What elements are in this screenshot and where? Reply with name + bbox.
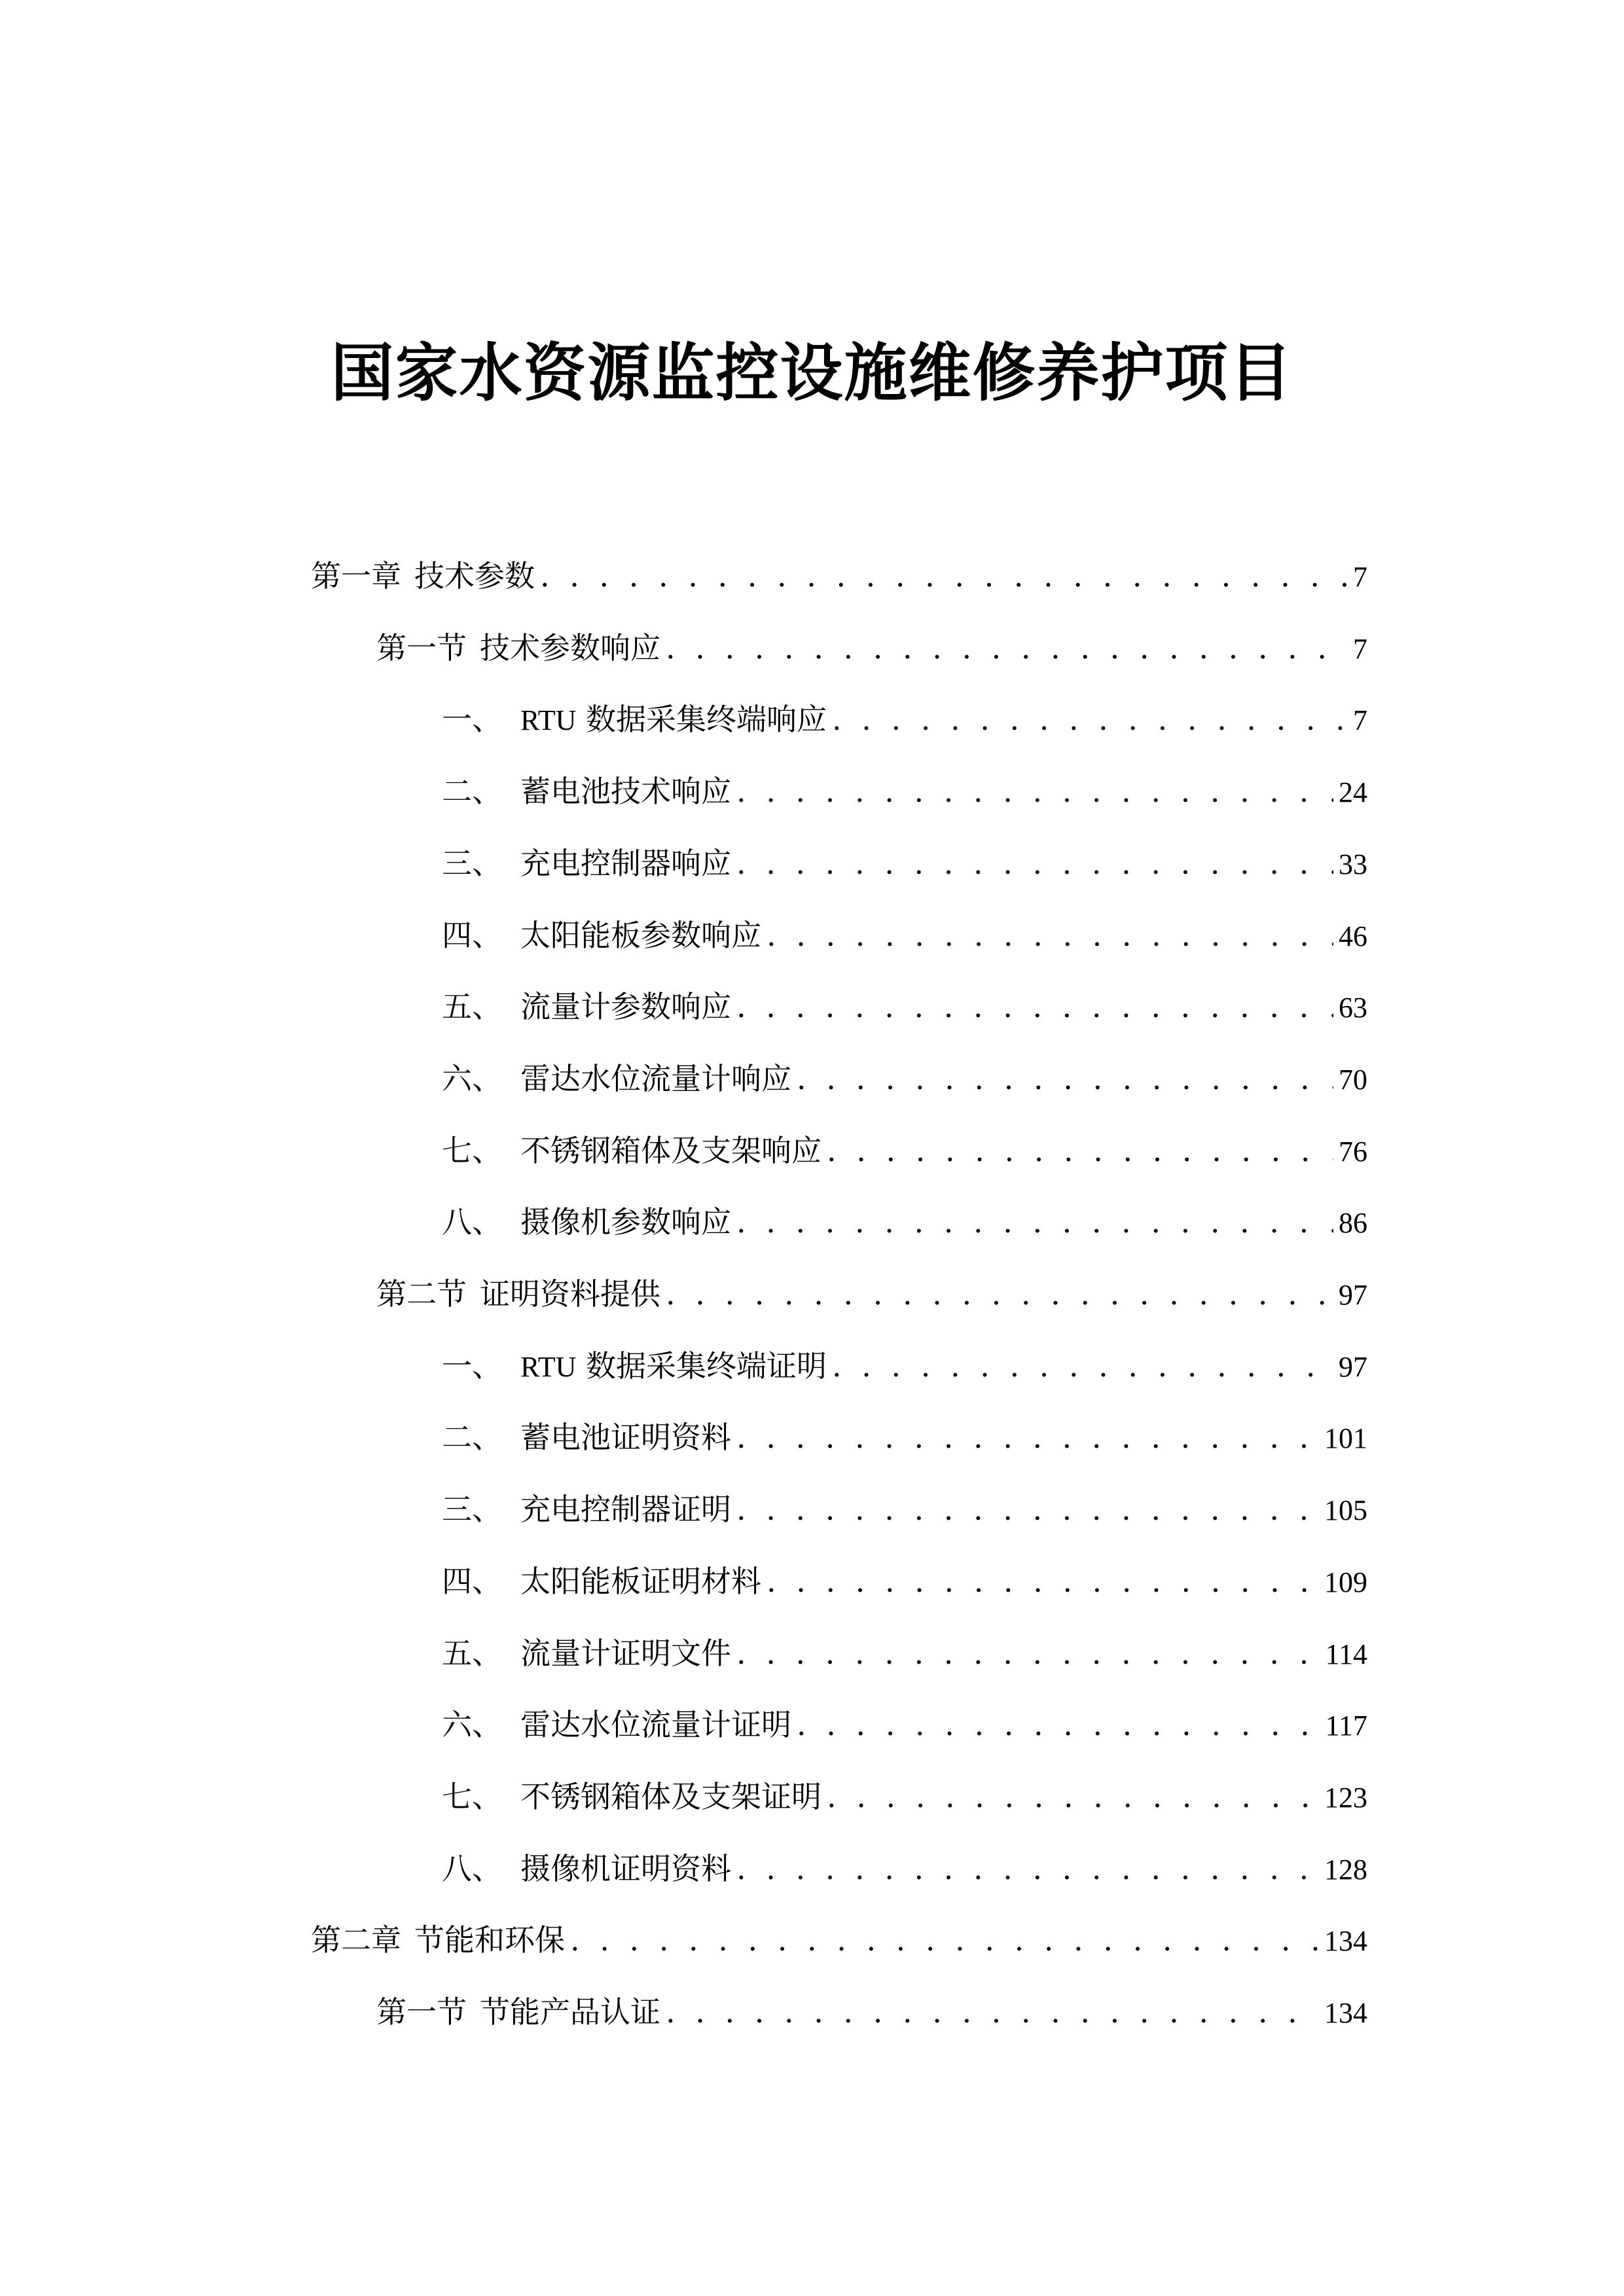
toc-leader-dots (767, 909, 1333, 961)
toc-entry-label (442, 909, 761, 961)
toc-entry-page-number: 70 (1339, 1064, 1367, 1096)
toc-entry-label (376, 622, 660, 674)
toc-entry-title: 太阳能板参数响应 (520, 918, 761, 953)
document-title: 国家水资源监控设施维修养护项目 (331, 336, 1293, 410)
toc-leader-dots (797, 1052, 1333, 1105)
toc-entry-label (442, 1196, 731, 1248)
toc-entry-page-number: 7 (1353, 561, 1367, 593)
toc-leader-dots (827, 1124, 1333, 1177)
toc-entry-label (442, 765, 731, 817)
toc-entry-page-number: 46 (1339, 920, 1367, 952)
toc-entry-page-number: 7 (1353, 633, 1367, 665)
toc-entry-page-number: 24 (1339, 776, 1367, 808)
toc-entry-number: 第一节 (376, 630, 467, 666)
toc-entry-page-number: 101 (1324, 1422, 1367, 1454)
toc-leader-dots (736, 1627, 1320, 1679)
toc-leader-dots (570, 1914, 1319, 1966)
toc-entry[interactable] (0, 909, 1624, 961)
toc-entry-page-number: 97 (1339, 1279, 1367, 1311)
toc-entry-number: 七、 (442, 1779, 502, 1814)
toc-entry-label (442, 693, 827, 747)
toc-entry[interactable] (0, 1268, 1624, 1320)
toc-entry-number: 六、 (442, 1061, 502, 1096)
toc-entry-number: 第二章 (311, 1922, 401, 1958)
toc-entry-title: 技术参数 (414, 558, 535, 594)
toc-entry[interactable] (0, 1627, 1624, 1679)
toc-entry-title: 蓄电池证明资料 (520, 1420, 731, 1455)
toc-entry-page-number: 134 (1324, 1925, 1367, 1957)
toc-entry[interactable] (0, 1555, 1624, 1607)
toc-entry[interactable] (0, 1052, 1624, 1105)
toc-entry-title: 数据采集终端响应 (585, 702, 827, 737)
toc-entry-number: 第二节 (376, 1276, 467, 1312)
toc-entry[interactable] (0, 622, 1624, 674)
toc-entry-page-number: 76 (1339, 1136, 1367, 1168)
toc-entry-label (442, 1555, 761, 1607)
toc-entry-page-number: 86 (1339, 1207, 1367, 1239)
toc-entry[interactable] (0, 1770, 1624, 1823)
toc-entry-number: 四、 (442, 918, 502, 953)
toc-entry[interactable] (0, 837, 1624, 889)
toc-entry[interactable] (0, 1340, 1624, 1392)
toc-entry-page-number: 114 (1325, 1638, 1367, 1670)
toc-entry[interactable] (0, 765, 1624, 817)
toc-entry-title: 雷达水位流量计响应 (520, 1061, 791, 1096)
toc-entry-label (376, 1268, 660, 1320)
toc-entry-title: 雷达水位流量计证明 (520, 1707, 791, 1742)
toc-entry-title: 流量计证明文件 (520, 1636, 731, 1671)
toc-entry-title: 数据采集终端证明 (585, 1348, 827, 1384)
toc-entry-page-number: 128 (1324, 1854, 1367, 1886)
toc-entry-title: 技术参数响应 (480, 630, 660, 666)
toc-entry-number: 一、 (442, 702, 502, 737)
toc-entry-number: 第一节 (376, 1994, 467, 2030)
toc-entry-page-number: 105 (1324, 1494, 1367, 1526)
toc-entry-title: 流量计参数响应 (520, 989, 731, 1024)
toc-entry[interactable] (0, 693, 1624, 745)
toc-entry-number: 第一章 (311, 558, 401, 594)
toc-entry-number: 七、 (442, 1133, 502, 1168)
toc-leader-dots (736, 1842, 1319, 1895)
toc-entry-label (442, 980, 731, 1033)
toc-entry-number: 二、 (442, 774, 502, 809)
toc-entry-title: 不锈钢箱体及支架响应 (520, 1133, 821, 1168)
toc-entry-label (442, 1483, 731, 1535)
toc-leader-dots (666, 1986, 1319, 2038)
toc-entry[interactable] (0, 1842, 1624, 1895)
toc-entry[interactable] (0, 550, 1624, 602)
toc-leader-dots (797, 1698, 1320, 1751)
toc-entry-title: 摄像机参数响应 (520, 1204, 731, 1240)
toc-entry[interactable] (0, 1124, 1624, 1177)
toc-leader-dots (736, 837, 1333, 889)
toc-entry-title: 蓄电池技术响应 (520, 774, 731, 809)
toc-entry-label (311, 550, 535, 602)
toc-entry[interactable] (0, 1483, 1624, 1535)
toc-entry-page-number: 134 (1324, 1997, 1367, 2029)
toc-entry-title: 充电控制器证明 (520, 1492, 731, 1527)
toc-entry[interactable] (0, 1196, 1624, 1248)
toc-entry-number: 五、 (442, 1636, 502, 1671)
toc-entry-title: 摄像机证明资料 (520, 1851, 731, 1886)
toc-entry-label (376, 1986, 660, 2038)
toc-entry-number: 三、 (442, 846, 502, 881)
toc-entry-page-number: 7 (1353, 704, 1367, 736)
toc-entry-page-number: 117 (1325, 1710, 1367, 1742)
toc-entry-title: 证明资料提供 (480, 1276, 660, 1312)
toc-entry-number: 八、 (442, 1851, 502, 1886)
toc-leader-dots (832, 1340, 1333, 1392)
toc-entry-number: 四、 (442, 1564, 502, 1599)
toc-entry-label (311, 1914, 565, 1966)
toc-leader-dots (666, 1268, 1333, 1320)
toc-leader-dots (767, 1555, 1319, 1607)
toc-entry-label (442, 1052, 791, 1105)
toc-entry-title: 太阳能板证明材料 (520, 1564, 761, 1599)
toc-entry-number: 二、 (442, 1420, 502, 1455)
toc-entry-label (442, 1698, 791, 1751)
toc-entry-number: 五、 (442, 989, 502, 1024)
toc-entry-page-number: 123 (1324, 1782, 1367, 1814)
toc-entry-label (442, 1411, 731, 1463)
toc-entry-prefix: RTU (520, 704, 577, 736)
toc-leader-dots (736, 980, 1333, 1033)
toc-entry-page-number: 33 (1339, 848, 1367, 880)
toc-leader-dots (832, 693, 1348, 745)
table-of-contents (0, 550, 1624, 2121)
toc-entry-label (442, 837, 731, 889)
toc-leader-dots (736, 1196, 1333, 1248)
toc-entry-number: 八、 (442, 1204, 502, 1240)
toc-leader-dots (540, 550, 1348, 602)
toc-leader-dots (666, 622, 1348, 674)
toc-entry[interactable] (0, 1986, 1624, 2038)
toc-entry-label (442, 1627, 731, 1679)
toc-leader-dots (827, 1770, 1319, 1823)
toc-entry-label (442, 1770, 821, 1823)
toc-entry-prefix: RTU (520, 1351, 577, 1383)
toc-entry-title: 充电控制器响应 (520, 846, 731, 881)
toc-entry-number: 三、 (442, 1492, 502, 1527)
toc-entry[interactable] (0, 1698, 1624, 1751)
toc-entry-page-number: 109 (1324, 1566, 1367, 1598)
toc-entry-label (442, 1842, 731, 1895)
toc-entry[interactable] (0, 1411, 1624, 1463)
toc-entry[interactable] (0, 1914, 1624, 1966)
toc-entry-title: 节能和环保 (414, 1922, 565, 1958)
toc-leader-dots (736, 1483, 1319, 1535)
toc-entry-label (442, 1124, 821, 1177)
toc-leader-dots (736, 1411, 1319, 1463)
toc-entry[interactable] (0, 980, 1624, 1033)
toc-entry-title: 不锈钢箱体及支架证明 (520, 1779, 821, 1814)
toc-leader-dots (736, 765, 1333, 817)
toc-entry-page-number: 97 (1339, 1351, 1367, 1383)
toc-entry-number: 一、 (442, 1348, 502, 1384)
toc-entry-title: 节能产品认证 (480, 1994, 660, 2030)
toc-entry-number: 六、 (442, 1707, 502, 1742)
toc-entry-page-number: 63 (1339, 992, 1367, 1024)
toc-entry-label (442, 1340, 827, 1393)
